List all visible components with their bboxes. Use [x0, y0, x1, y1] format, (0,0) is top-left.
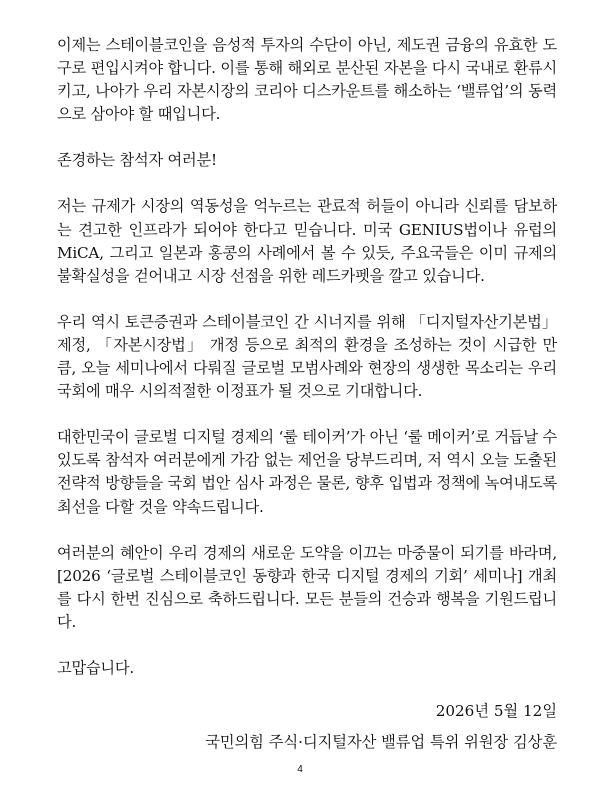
- paragraph-thanks: 고맙습니다.: [57, 658, 134, 677]
- paragraph-spacer: [57, 403, 557, 426]
- letter-signature: 국민의힘 주식·디지털자산 밸류업 특위 위원장 김상훈: [205, 733, 557, 752]
- paragraph-spacer: [57, 634, 557, 657]
- paragraph-spacer: [57, 172, 557, 195]
- paragraph-greeting: 존경하는 참석자 여러분!: [57, 151, 217, 170]
- paragraph-congratulations: 여러분의 혜안이 우리 경제의 새로운 도약을 이끄는 마중물이 되기를 바라며, [2026 ‘글로벌 스테이블코인 동향과 한국 디지털 경제의 기회’ 세미나] 개최를 다시 한번 진심으로 축하드립니다. 모든 분들의 건승과 행복을 기원드립니다.: [57, 543, 557, 631]
- paragraph-synergy: 우리 역시 토큰증권과 스테이블코인 간 시너지를 위해 「디지털자산기본법」 제정, 「자본시장법」 개정 등으로 최적의 환경을 조성하는 것이 시급한 만큼, 오늘 세미나에서 다뤄질 글로벌 모범사례와 현장의 생생한 목소리는 우리 국회에 매우 시의적절한 이정표가 될 것으로 기대합니다.: [57, 312, 557, 401]
- document-body: [57, 34, 557, 754]
- page-number: 4: [297, 764, 303, 775]
- paragraph-spacer: [57, 519, 557, 542]
- paragraph-spacer: [57, 126, 557, 149]
- paragraph-regulation: 저는 규제가 시장의 역동성을 억누르는 관료적 허들이 아니라 신뢰를 담보하는 견고한 인프라가 되어야 한다고 믿습니다. 미국 GENIUS법이나 유럽의 MiCA, 그리고 일본과 홍콩의 사례에서 볼 수 있듯, 주요국들은 이미 규제의 불확실성을 걷어내고 시장 선점을 위한 레드카펫을 깔고 있습니다.: [57, 197, 557, 285]
- letter-date: 2026년 5월 12일: [435, 702, 557, 721]
- paragraph-spacer: [57, 288, 557, 311]
- paragraph-spacer: [57, 680, 557, 700]
- paragraph-value-up: 이제는 스테이블코인을 음성적 투자의 수단이 아닌, 제도권 금융의 유효한 도구로 편입시켜야 합니다. 이를 통해 해외로 분산된 자본을 다시 국내로 환류시키고, 나아가 우리 자본시장의 코리아 디스카운트를 해소하는 ‘밸류업’의 동력으로 삼아야 할 때입니다.: [57, 36, 557, 124]
- paragraph-rule-maker: 대한민국이 글로벌 디지털 경제의 ‘룰 테이커’가 아닌 ‘룰 메이커’로 거듭날 수 있도록 참석자 여러분에게 가감 없는 제언을 당부드리며, 저 역시 오늘 도출된 전략적 방향들을 국회 법안 심사 과정은 물론, 향후 입법과 정책에 녹여내도록 최선을 다할 것을 약속드립니다.: [57, 428, 557, 516]
